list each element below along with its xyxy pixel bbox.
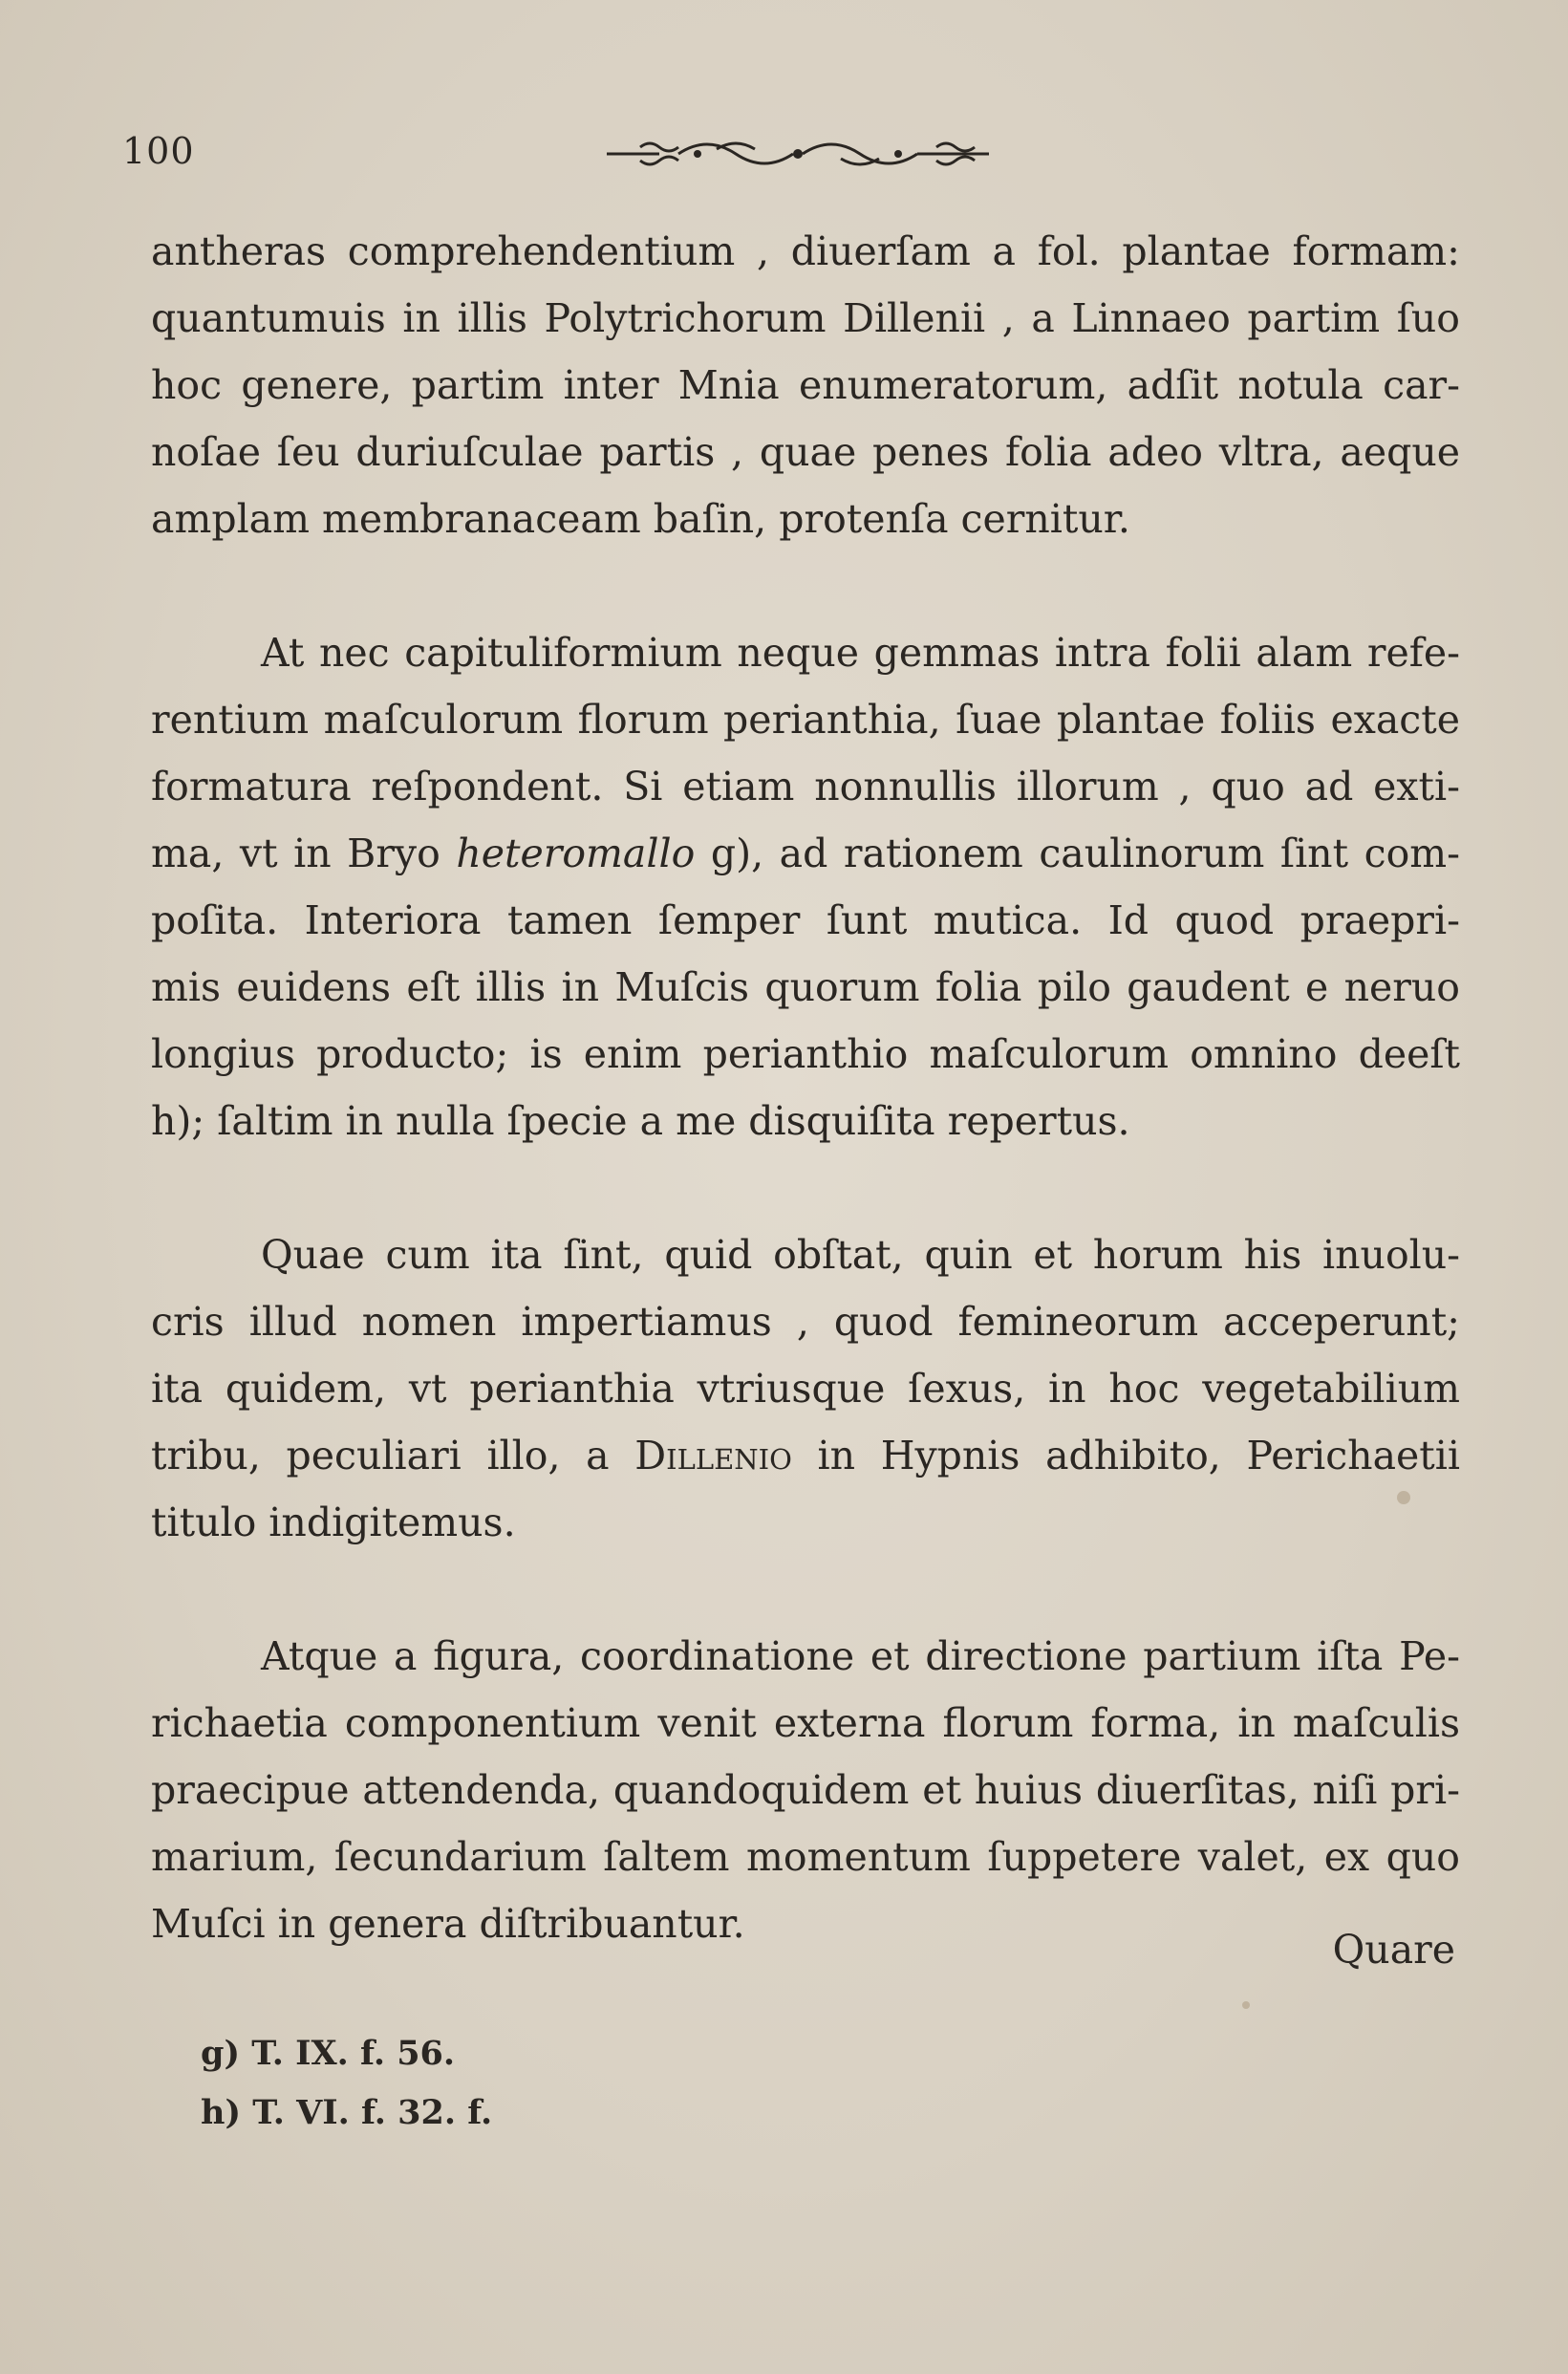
text-line: richaetia componentium venit externa florum forma, in maſculis (151, 1700, 1460, 1746)
text-line: Quae cum ita ſint, quid obſtat, quin et horum his inuolu- (261, 1232, 1460, 1278)
text-line: marium, ſecundarium ſaltem momentum ſuppetere valet, ex quo (151, 1834, 1460, 1880)
text-line: formatura reſpondent. Si etiam nonnullis illorum , quo ad exti- (151, 764, 1460, 809)
text-line: antheras comprehendentium , diuerſam a fol. plantae formam: (151, 228, 1460, 274)
text-line: quantumuis in illis Polytrichorum Dillenii , a Linnaeo partim ſuo (151, 295, 1460, 341)
author-name: Dillenio (634, 1433, 792, 1478)
text-segment: ma, vt in Bryo (151, 831, 457, 876)
text-line: praecipue attendenda, quandoquidem et huius diuerſitas, niſi pri- (151, 1767, 1460, 1813)
text-segment: in Hypnis adhibito, Perichaetii (791, 1433, 1460, 1478)
text-line: cris illud nomen impertiamus , quod femineorum acceperunt; (151, 1299, 1460, 1345)
text-line: ita quidem, vt perianthia vtriusque ſexus, in hoc vegetabilium (151, 1366, 1460, 1412)
paragraph-4 (151, 1623, 1460, 1957)
footnotes (201, 2024, 492, 2143)
italic-term: heteromallo (456, 831, 696, 876)
page-number: 100 (122, 130, 195, 172)
text-line: longius producto; is enim perianthio maſculorum omnino deeſt (151, 1031, 1460, 1077)
paragraph-2 (151, 619, 1460, 1155)
paragraph-3 (151, 1221, 1460, 1556)
text-line: Muſci in genera diſtribuantur. (151, 1901, 745, 1947)
body-text (151, 218, 1460, 1957)
text-line: Atque a figura, coordinatione et directione partium iſta Pe- (261, 1633, 1460, 1679)
text-line: noſae ſeu duriuſculae partis , quae penes folia adeo vltra, aeque (151, 429, 1460, 475)
paper-stain (1397, 1491, 1410, 1504)
text-line: h); ſaltim in nulla ſpecie a me disquiſita repertus. (151, 1098, 1130, 1144)
text-line-mixed (151, 1422, 1460, 1489)
catchword: Quare (1332, 1927, 1455, 1973)
text-segment: tribu, peculiari illo, a (151, 1433, 635, 1478)
text-line-mixed (151, 820, 1460, 887)
text-line: hoc genere, partim inter Mnia enumeratorum, adſit notula car- (151, 362, 1460, 408)
footnote-h: h) T. VI. f. 32. f. (201, 2093, 493, 2132)
text-line: amplam membranaceam baſin, protenſa cernitur. (151, 496, 1130, 542)
text-line: titulo indigitemus. (151, 1500, 516, 1545)
header-ornament-icon (602, 130, 994, 178)
text-segment: g), ad rationem caulinorum ſint com- (695, 831, 1460, 876)
text-line: At nec capituliformium neque gemmas intra folii alam refe- (261, 630, 1460, 676)
text-line: poſita. Interiora tamen ſemper ſunt mutica. Id quod praepri- (151, 897, 1460, 943)
text-line: rentium maſculorum florum perianthia, ſuae plantae foliis exacte (151, 697, 1460, 743)
paper-stain (1242, 2001, 1250, 2009)
text-line: mis euidens eſt illis in Muſcis quorum folia pilo gaudent e neruo (151, 964, 1460, 1010)
footnote-g: g) T. IX. f. 56. (201, 2034, 456, 2073)
paragraph-1 (151, 218, 1460, 552)
